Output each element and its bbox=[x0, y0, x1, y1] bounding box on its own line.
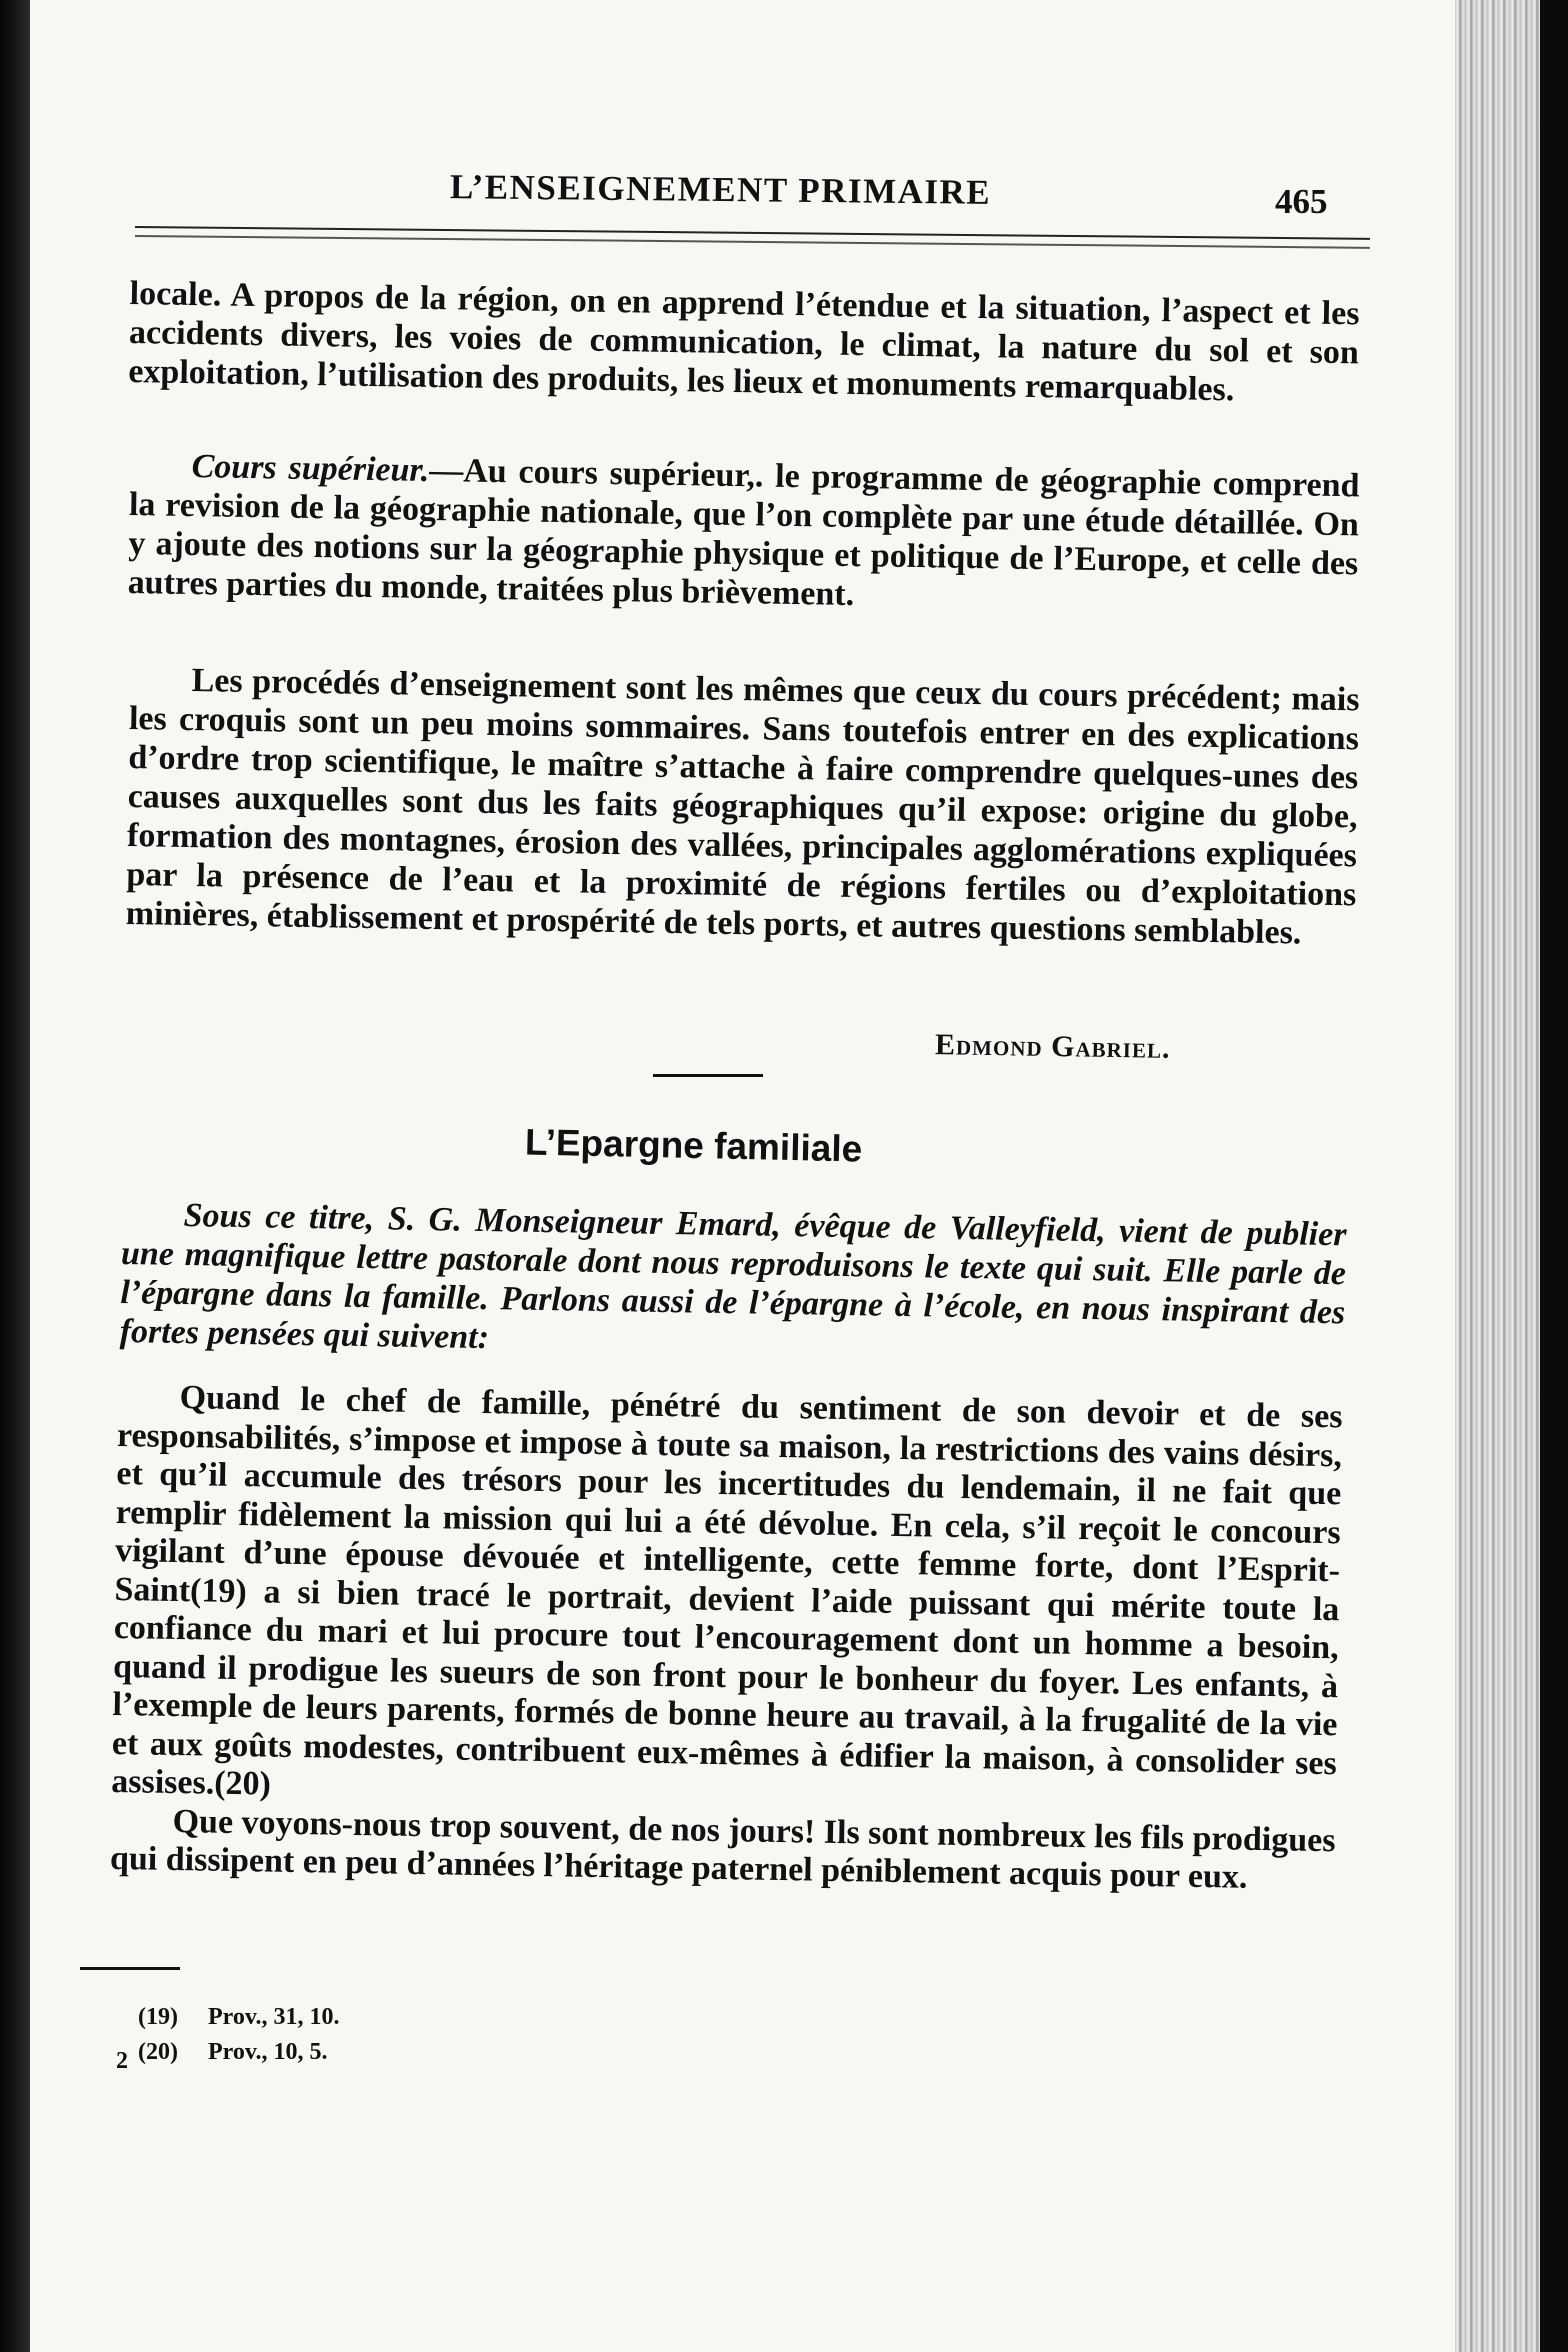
paragraph-cours-superieur bbox=[127, 446, 1359, 622]
paragraph-label: Cours supérieur. bbox=[191, 448, 430, 489]
paragraph-text: Que voyons-nous trop souvent, de nos jours! Ils sont nombreux les fils prodigues qui dissipent en peu d’années l’héritage paternel péniblement acquis pour eux. bbox=[109, 1802, 1336, 1896]
footnote-mark: (20) bbox=[138, 2039, 178, 2065]
paragraph-text: —Au cours supérieur,. le programme de géographie comprend la revision de la géographie nationale, que l’on complète par une étude détaillée. On y ajoute des notions sur la géographie physique et politique de l’Europe, et celle des autres parties du monde, traitées plus brièvement. bbox=[127, 451, 1360, 614]
footnote-19 bbox=[138, 2000, 340, 2035]
section-title: L’Epargne familiale bbox=[524, 1121, 863, 1170]
paragraph-text: Quand le chef de famille, pénétré du sentiment de son devoir et de ses responsabilités, s’impose et impose à toute sa maison, la restrictions des vains désirs, et qu’il accumule des trésors pour les incertitudes du lendemain, il ne fait que remplir fidèlement la mission qui lui a été dévolue. En cela, s’il reçoit le concours vigilant d’une épouse dévouée et intelligente, cette femme forte, dont l’Esprit-Saint(19) a si bien tracé le portrait, devient l’aide puissant qui mérite toute la confiance du mari et lui procure tout l’encouragement dont un homme a besoin, quand il prodigue les sueurs de son front pour le bonheur du foyer. Les enfants, à l’exemple de leurs parents, formés de bonne heure au travail, à la frugalité de la vie et aux goûts modestes, contribuent eux-mêmes à édifier la maison, à consolider ses assises.(20) bbox=[111, 1379, 1343, 1803]
printer-signature-mark: 2 bbox=[116, 2048, 128, 2074]
section-intro bbox=[119, 1195, 1346, 1371]
book-gutter-shadow bbox=[0, 0, 30, 2352]
paragraph-procedes bbox=[125, 660, 1359, 953]
paragraph-continued bbox=[128, 274, 1360, 411]
book-page-edges bbox=[1455, 0, 1568, 2352]
pastoral-letter-text bbox=[110, 1378, 1343, 1899]
running-title: L’ENSEIGNEMENT PRIMAIRE bbox=[449, 167, 992, 212]
page-number: 465 bbox=[1275, 182, 1328, 221]
paragraph-text: locale. A propos de la région, on en apprend l’étendue et la situation, l’aspect et les accidents divers, les voies de communication, le climat, la nature du sol et son exploitation, l’utilisation des produits, les lieux et monuments remarquables. bbox=[128, 274, 1360, 409]
author-signature: Edmond Gabriel. bbox=[934, 1028, 1171, 1065]
footnote-mark: (19) bbox=[138, 2004, 178, 2030]
intro-text: Sous ce titre, S. G. Monseigneur Emard, évêque de Valleyfield, vient de publier une magnifique lettre pastorale dont nous reproduisons le texte qui suit. Elle parle de l’épargne dans la famille. Parlons aussi de l’épargne à l’école, en nous inspirant des fortes pensées qui suivent: bbox=[119, 1197, 1347, 1357]
footnote-20 bbox=[138, 2035, 340, 2070]
footnote-rule bbox=[80, 1967, 180, 1970]
footnote-text: Prov., 10, 5. bbox=[208, 2039, 328, 2065]
header-double-rule bbox=[135, 226, 1370, 249]
footnote-text: Prov., 31, 10. bbox=[208, 2004, 340, 2030]
paragraph-text: Les procédés d’enseignement sont les mêmes que ceux du cours précédent; mais les croquis sont un peu moins sommaires. Sans toutefois entrer en des explications d’ordre trop scientifique, le maître s’attache à faire comprendre quelques-unes des causes auxquelles sont dus les faits géographiques qu’il expose: origine du globe, formation des montagnes, érosion des vallées, principales agglomérations expliquées par la présence de l’eau et la proximité de régions fertiles ou d’exploitations minières, établissement et prospérité de tels ports, et autres questions semblables. bbox=[125, 662, 1360, 952]
section-divider bbox=[653, 1074, 763, 1077]
footnotes bbox=[138, 2000, 340, 2070]
printed-page bbox=[30, 0, 1455, 2352]
paragraph-body bbox=[127, 446, 1359, 622]
